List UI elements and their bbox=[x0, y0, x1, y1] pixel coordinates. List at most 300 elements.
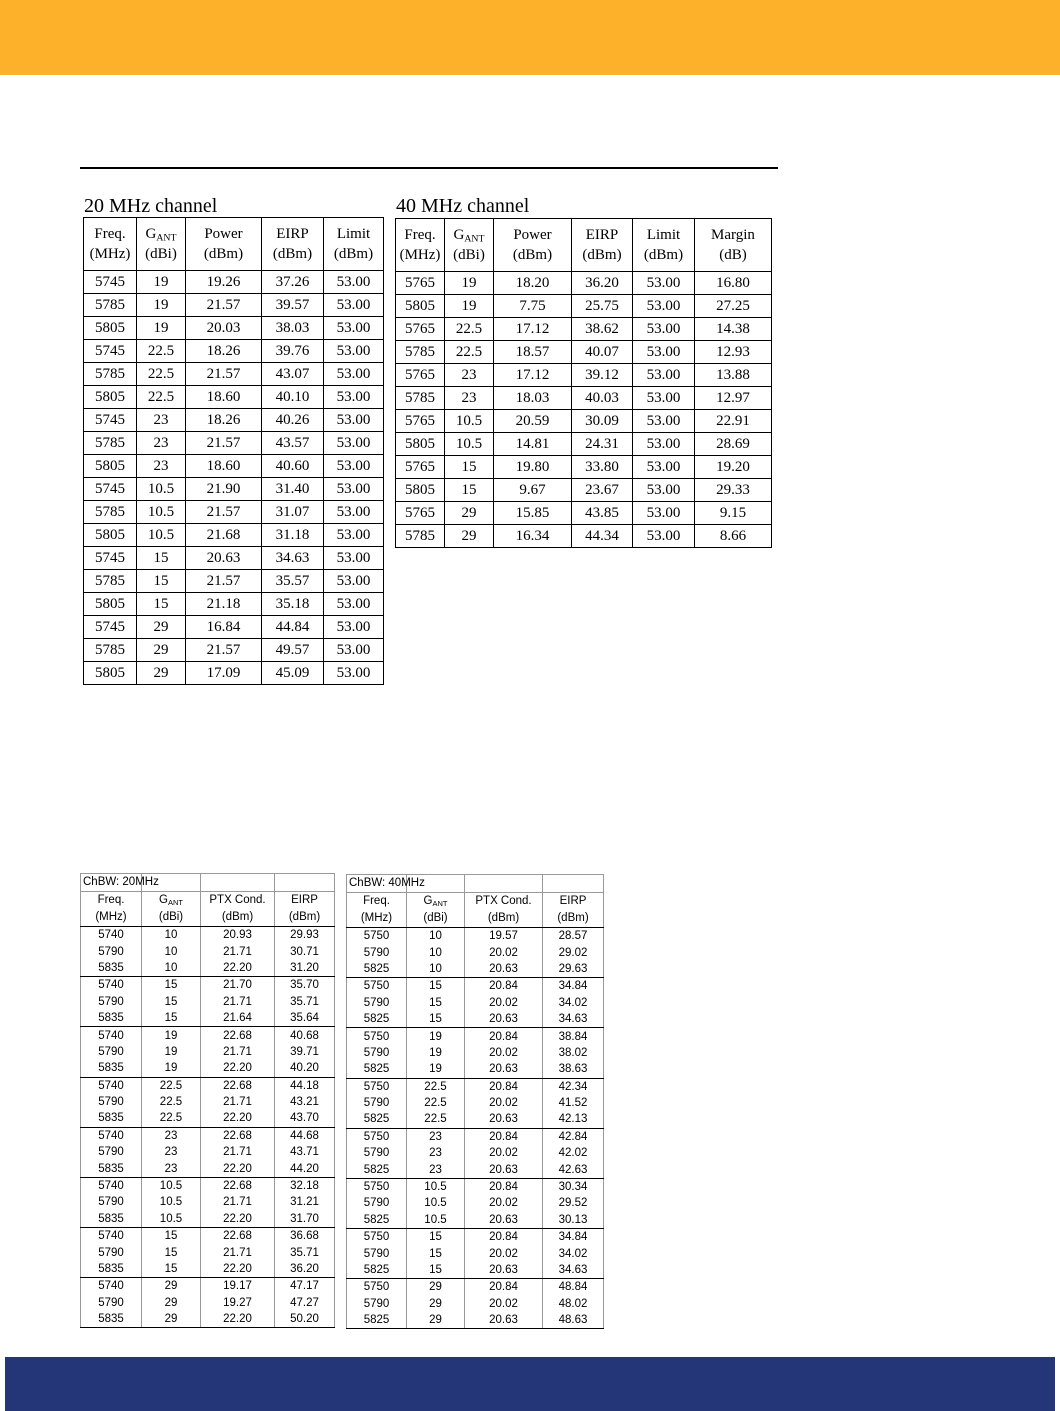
table-cell: 5740 bbox=[81, 1177, 142, 1194]
table-cell: 42.02 bbox=[543, 1145, 604, 1161]
table-cell: 5750 bbox=[347, 1178, 407, 1195]
table-row bbox=[84, 501, 384, 524]
table-cell: 43.70 bbox=[275, 1110, 335, 1127]
table-cell: 5790 bbox=[347, 1296, 407, 1312]
table-caption-40mhz: 40 MHz channel bbox=[396, 195, 530, 217]
table-cell: 10 bbox=[407, 928, 465, 945]
table-cell: 44.84 bbox=[262, 616, 324, 639]
table-cell: 50.20 bbox=[275, 1311, 335, 1328]
table-cell: 29 bbox=[407, 1279, 465, 1296]
table-row bbox=[84, 478, 384, 501]
table-cell: 21.70 bbox=[201, 977, 275, 994]
table-cell: 29 bbox=[445, 525, 494, 548]
table-cell: 35.71 bbox=[275, 1244, 335, 1260]
table-cell: 5765 bbox=[396, 364, 445, 387]
table-cell: 25.75 bbox=[572, 295, 633, 318]
table-row bbox=[81, 1010, 335, 1027]
column-header-line2: (dB) bbox=[719, 247, 747, 263]
table-cell: 5790 bbox=[81, 1044, 142, 1060]
table-cell: 20.02 bbox=[465, 1296, 543, 1312]
table-cell: 43.71 bbox=[275, 1144, 335, 1160]
table-cell: 15 bbox=[137, 547, 186, 570]
table-cell: 22.5 bbox=[137, 363, 186, 386]
table-cell: 20.84 bbox=[465, 1279, 543, 1296]
table-row bbox=[347, 1095, 604, 1111]
table-cell: 17.09 bbox=[186, 662, 262, 685]
table-cell: 53.00 bbox=[324, 524, 384, 547]
table-cell: 5790 bbox=[81, 1295, 142, 1311]
table-cell: 53.00 bbox=[633, 341, 695, 364]
table-cell: 19 bbox=[407, 1061, 465, 1078]
table-cell: 5790 bbox=[347, 1145, 407, 1161]
table-cell: 20.02 bbox=[465, 995, 543, 1011]
table-cell: 8.66 bbox=[695, 525, 772, 548]
table-row bbox=[81, 1211, 335, 1228]
table-cell: 22.91 bbox=[695, 410, 772, 433]
table-cell: 24.31 bbox=[572, 433, 633, 456]
table-cell: 22.5 bbox=[142, 1094, 201, 1110]
table-cell: 20.02 bbox=[465, 1045, 543, 1061]
table-cell: 34.63 bbox=[543, 1262, 604, 1279]
table-row bbox=[347, 1028, 604, 1045]
table-cell: 36.68 bbox=[275, 1228, 335, 1245]
table-cell: 29 bbox=[142, 1278, 201, 1295]
table-row bbox=[81, 960, 335, 977]
table-cell: 23 bbox=[142, 1127, 201, 1144]
table-cell: 34.84 bbox=[543, 1229, 604, 1246]
column-header-subscript: ANT bbox=[464, 233, 485, 245]
column-header-line2: (MHz) bbox=[89, 246, 131, 262]
column-header-text: Freq. bbox=[363, 895, 390, 907]
table-cell: 42.13 bbox=[543, 1111, 604, 1128]
table-cell: 21.71 bbox=[201, 1144, 275, 1160]
column-header-line1: Limit bbox=[646, 227, 681, 243]
table-row bbox=[81, 1311, 335, 1328]
table-cell: 15.85 bbox=[494, 502, 572, 525]
table-row bbox=[81, 1160, 335, 1177]
table-cell: 39.57 bbox=[262, 294, 324, 317]
table-cell: 43.85 bbox=[572, 502, 633, 525]
table-cell: 5750 bbox=[347, 1279, 407, 1296]
table-cell: 5790 bbox=[347, 944, 407, 960]
table-cell: 44.34 bbox=[572, 525, 633, 548]
table-cell: 53.00 bbox=[633, 479, 695, 502]
table-cell: 5750 bbox=[347, 1028, 407, 1045]
table-cell: 30.13 bbox=[543, 1212, 604, 1229]
table-cell: 53.00 bbox=[324, 639, 384, 662]
table-cell: 5825 bbox=[347, 1212, 407, 1229]
table-row bbox=[396, 272, 772, 295]
table-row bbox=[347, 1195, 604, 1211]
table-row bbox=[81, 1044, 335, 1060]
table-cell: 5785 bbox=[84, 501, 137, 524]
table-cell: 5790 bbox=[347, 1195, 407, 1211]
table-cell: 38.62 bbox=[572, 318, 633, 341]
table-cell: 5750 bbox=[347, 928, 407, 945]
table-cell: 31.07 bbox=[262, 501, 324, 524]
table-cell: 10.5 bbox=[137, 478, 186, 501]
table-row bbox=[81, 943, 335, 959]
table-row bbox=[81, 1194, 335, 1210]
table-cell: 9.67 bbox=[494, 479, 572, 502]
table-row bbox=[396, 525, 772, 548]
table-row bbox=[396, 341, 772, 364]
table-row bbox=[347, 1145, 604, 1161]
table-row bbox=[347, 961, 604, 978]
table-cell: 5825 bbox=[347, 1061, 407, 1078]
table-cell: 5785 bbox=[84, 294, 137, 317]
table-cell: 5740 bbox=[81, 1278, 142, 1295]
table-cell: 21.71 bbox=[201, 943, 275, 959]
table-cell: 29 bbox=[137, 662, 186, 685]
column-header-line2: (dBm) bbox=[275, 909, 335, 927]
column-header-line1 bbox=[465, 893, 543, 911]
table-cell: 53.00 bbox=[324, 363, 384, 386]
table-40mhz-channel bbox=[395, 218, 772, 548]
table-cell: 53.00 bbox=[324, 409, 384, 432]
table-cell: 20.03 bbox=[186, 317, 262, 340]
table-cell: 53.00 bbox=[324, 570, 384, 593]
column-header-line2: (dBi) bbox=[142, 909, 201, 927]
table-cell: 5745 bbox=[84, 409, 137, 432]
column-header bbox=[324, 218, 384, 271]
table-cell: 5805 bbox=[84, 455, 137, 478]
table-cell: 10.5 bbox=[445, 410, 494, 433]
table-row bbox=[81, 1110, 335, 1127]
table-cell: 18.20 bbox=[494, 272, 572, 295]
table-cell: 29 bbox=[137, 616, 186, 639]
column-header-line2: (dBm) bbox=[643, 247, 684, 263]
table-cell: 30.09 bbox=[572, 410, 633, 433]
table-cell: 5740 bbox=[81, 977, 142, 994]
table-cell: 14.81 bbox=[494, 433, 572, 456]
table-cell: 15 bbox=[407, 1245, 465, 1261]
table-cell: 5790 bbox=[81, 1194, 142, 1210]
table-cell: 5790 bbox=[347, 1245, 407, 1261]
table-cell: 27.25 bbox=[695, 295, 772, 318]
table-cell: 15 bbox=[445, 456, 494, 479]
top-color-band bbox=[0, 0, 1060, 75]
table-cell: 49.57 bbox=[262, 639, 324, 662]
table-cell: 23 bbox=[137, 409, 186, 432]
table-cell: 14.38 bbox=[695, 318, 772, 341]
table-cell: 40.03 bbox=[572, 387, 633, 410]
table-cell: 44.18 bbox=[275, 1077, 335, 1094]
column-header-subscript: ANT bbox=[168, 897, 183, 907]
table-cell: 30.71 bbox=[275, 943, 335, 959]
table-cell: 47.17 bbox=[275, 1278, 335, 1295]
table-cell: 53.00 bbox=[324, 616, 384, 639]
table-cell: 21.57 bbox=[186, 639, 262, 662]
table-cell: 5765 bbox=[396, 272, 445, 295]
table-cell: 5790 bbox=[81, 943, 142, 959]
table-cell: 21.71 bbox=[201, 994, 275, 1010]
column-header-line2: (MHz) bbox=[347, 910, 407, 928]
table-row bbox=[347, 1061, 604, 1078]
table-row bbox=[347, 1212, 604, 1229]
table-cell: 5805 bbox=[396, 295, 445, 318]
column-header-line1 bbox=[407, 893, 465, 911]
column-header-line1: EIRP bbox=[585, 227, 619, 243]
table-cell: 22.68 bbox=[201, 1127, 275, 1144]
column-header-text: EIRP bbox=[291, 894, 318, 906]
column-header bbox=[186, 218, 262, 271]
table-cell: 15 bbox=[137, 593, 186, 616]
table-cell: 5785 bbox=[84, 432, 137, 455]
table-cell: 5750 bbox=[347, 1128, 407, 1145]
column-header-line2: (dBi) bbox=[145, 246, 177, 262]
table-cell: 5740 bbox=[81, 1228, 142, 1245]
column-header-line2: (dBm) bbox=[333, 246, 374, 262]
table-cell: 20.63 bbox=[465, 1312, 543, 1329]
table-cell: 53.00 bbox=[324, 386, 384, 409]
table-cell: 7.75 bbox=[494, 295, 572, 318]
table-cell: 42.84 bbox=[543, 1128, 604, 1145]
column-header-line2: (dBm) bbox=[543, 910, 604, 928]
table-cell: 21.57 bbox=[186, 294, 262, 317]
table-cell: 19.17 bbox=[201, 1278, 275, 1295]
table-cell: 35.18 bbox=[262, 593, 324, 616]
table-cell: 5805 bbox=[396, 433, 445, 456]
column-header-line2: (dBm) bbox=[582, 247, 622, 263]
table-cell: 38.84 bbox=[543, 1028, 604, 1045]
table-cell: 18.26 bbox=[186, 409, 262, 432]
table-cell: 5765 bbox=[396, 456, 445, 479]
table-cell: 5745 bbox=[84, 547, 137, 570]
table-row bbox=[396, 364, 772, 387]
table-row bbox=[347, 1229, 604, 1246]
column-header-line1: Freq. bbox=[94, 226, 126, 242]
table-cell: 19 bbox=[142, 1060, 201, 1077]
table-cell: 15 bbox=[445, 479, 494, 502]
table-cell: 22.68 bbox=[201, 1077, 275, 1094]
table-row bbox=[84, 639, 384, 662]
table-row bbox=[84, 317, 384, 340]
table-cell: 22.5 bbox=[445, 318, 494, 341]
table-cell: 41.52 bbox=[543, 1095, 604, 1111]
table-cell: 5750 bbox=[347, 1229, 407, 1246]
column-header-line1 bbox=[543, 893, 604, 911]
table-row bbox=[81, 1278, 335, 1295]
table-cell: 53.00 bbox=[324, 478, 384, 501]
table-cell: 29.93 bbox=[275, 927, 335, 944]
table-row bbox=[81, 1144, 335, 1160]
table-cell: 12.97 bbox=[695, 387, 772, 410]
table-cell: 20.02 bbox=[465, 944, 543, 960]
table-cell: 5750 bbox=[347, 978, 407, 995]
table-cell: 53.00 bbox=[324, 593, 384, 616]
column-header-line2: (dBm) bbox=[201, 909, 275, 927]
table-cell: 29.52 bbox=[543, 1195, 604, 1211]
table-cell: 10 bbox=[142, 960, 201, 977]
table-cell: 5835 bbox=[81, 1010, 142, 1027]
column-header-text: EIRP bbox=[559, 895, 587, 907]
column-header-line2: (dBm) bbox=[203, 246, 244, 262]
table-chbw-40mhz bbox=[346, 874, 604, 1329]
table-cell: 10 bbox=[407, 961, 465, 978]
table-cell: 5825 bbox=[347, 1262, 407, 1279]
table-cell: 42.34 bbox=[543, 1078, 604, 1095]
table-cell: 5790 bbox=[81, 1094, 142, 1110]
table-cell: 5790 bbox=[347, 1045, 407, 1061]
table-row bbox=[347, 1262, 604, 1279]
table-row bbox=[81, 1094, 335, 1110]
table-cell: 29.02 bbox=[543, 944, 604, 960]
table-row bbox=[84, 593, 384, 616]
table-cell: 44.68 bbox=[275, 1127, 335, 1144]
table-cell: 16.34 bbox=[494, 525, 572, 548]
table-cell: 5835 bbox=[81, 1261, 142, 1278]
column-header-line2: (MHz) bbox=[399, 247, 441, 263]
table-row bbox=[347, 1312, 604, 1329]
table-row bbox=[396, 410, 772, 433]
table-row bbox=[84, 409, 384, 432]
table-row bbox=[347, 995, 604, 1011]
table-cell: 22.20 bbox=[201, 1211, 275, 1228]
table-cell: 34.63 bbox=[543, 1011, 604, 1028]
table-cell: 10.5 bbox=[407, 1195, 465, 1211]
table-row bbox=[84, 363, 384, 386]
table-cell: 38.02 bbox=[543, 1045, 604, 1061]
table-cell: 33.80 bbox=[572, 456, 633, 479]
column-header-text: PTX Cond. bbox=[475, 895, 532, 907]
table-cell: 21.68 bbox=[186, 524, 262, 547]
column-header bbox=[572, 219, 633, 272]
table-cell: 18.26 bbox=[186, 340, 262, 363]
table-cell: 19 bbox=[407, 1028, 465, 1045]
table-cell: 19.80 bbox=[494, 456, 572, 479]
table-cell: 12.93 bbox=[695, 341, 772, 364]
table-cell: 15 bbox=[142, 994, 201, 1010]
table-cell: 21.57 bbox=[186, 432, 262, 455]
table-row bbox=[81, 1228, 335, 1245]
table-cell: 40.68 bbox=[275, 1027, 335, 1044]
horizontal-rule bbox=[80, 167, 778, 169]
table-cell: 31.21 bbox=[275, 1194, 335, 1210]
table-cell: 5805 bbox=[84, 524, 137, 547]
table-cell: 15 bbox=[142, 1228, 201, 1245]
table-row bbox=[81, 1027, 335, 1044]
table-cell: 29 bbox=[407, 1296, 465, 1312]
table-row bbox=[347, 1011, 604, 1028]
table-cell: 53.00 bbox=[633, 525, 695, 548]
table-cell: 31.40 bbox=[262, 478, 324, 501]
table-cell: 15 bbox=[142, 1010, 201, 1027]
table-row bbox=[347, 978, 604, 995]
table-cell: 5740 bbox=[81, 1027, 142, 1044]
table-cell: 19 bbox=[137, 317, 186, 340]
table-cell: 53.00 bbox=[633, 295, 695, 318]
table-cell: 53.00 bbox=[633, 387, 695, 410]
table-cell: 19 bbox=[137, 271, 186, 294]
table-row bbox=[396, 456, 772, 479]
table-cell: 37.26 bbox=[262, 271, 324, 294]
table-cell: 5790 bbox=[81, 1144, 142, 1160]
table-cell: 40.10 bbox=[262, 386, 324, 409]
table-cell: 31.18 bbox=[262, 524, 324, 547]
column-header-line1 bbox=[142, 892, 201, 910]
table-cell: 5835 bbox=[81, 1160, 142, 1177]
table-cell: 29 bbox=[407, 1312, 465, 1329]
column-header-line1 bbox=[201, 892, 275, 910]
column-header-line1 bbox=[347, 893, 407, 911]
table-cell: 34.02 bbox=[543, 1245, 604, 1261]
table-cell: 20.84 bbox=[465, 1078, 543, 1095]
table-row bbox=[81, 1177, 335, 1194]
table-cell: 38.63 bbox=[543, 1061, 604, 1078]
column-header-line1: Power bbox=[513, 227, 552, 243]
table-cell: 53.00 bbox=[633, 318, 695, 341]
column-header-line2: (MHz) bbox=[81, 909, 142, 927]
table-row bbox=[347, 1245, 604, 1261]
column-header-line1: G bbox=[453, 227, 465, 243]
column-header bbox=[262, 218, 324, 271]
column-header-line2: (dBm) bbox=[272, 246, 313, 262]
table-cell: 5740 bbox=[81, 927, 142, 944]
table-cell: 53.00 bbox=[633, 272, 695, 295]
table-cell: 53.00 bbox=[324, 455, 384, 478]
table-cell: 18.03 bbox=[494, 387, 572, 410]
table-row bbox=[84, 271, 384, 294]
table-cell: 53.00 bbox=[633, 433, 695, 456]
table-cell: 47.27 bbox=[275, 1295, 335, 1311]
table-cell: 20.84 bbox=[465, 1028, 543, 1045]
table-cell: 5805 bbox=[396, 479, 445, 502]
table-cell: 20.63 bbox=[465, 961, 543, 978]
table-cell: 22.5 bbox=[407, 1111, 465, 1128]
table-cell: 10.5 bbox=[407, 1212, 465, 1229]
table-cell: 5805 bbox=[84, 593, 137, 616]
table-cell: 5835 bbox=[81, 1110, 142, 1127]
table-cell: 15 bbox=[142, 977, 201, 994]
table-cell: 23 bbox=[142, 1160, 201, 1177]
table-cell: 22.20 bbox=[201, 1261, 275, 1278]
table-row bbox=[84, 662, 384, 685]
table-cell: 53.00 bbox=[324, 547, 384, 570]
table-cell: 5805 bbox=[84, 662, 137, 685]
table-caption-chbw-20: ChBW: 20MHz bbox=[81, 874, 142, 892]
column-header bbox=[633, 219, 695, 272]
table-cell: 20.02 bbox=[465, 1245, 543, 1261]
table-cell: 19 bbox=[445, 295, 494, 318]
table-cell: 17.12 bbox=[494, 318, 572, 341]
column-header bbox=[695, 219, 772, 272]
table-row bbox=[84, 294, 384, 317]
table-row bbox=[81, 994, 335, 1010]
table-cell: 5765 bbox=[396, 410, 445, 433]
table-row bbox=[347, 1279, 604, 1296]
column-header bbox=[84, 218, 137, 271]
column-header-line1 bbox=[81, 892, 142, 910]
table-cell: 19 bbox=[407, 1045, 465, 1061]
column-header bbox=[494, 219, 572, 272]
table-cell: 35.64 bbox=[275, 1010, 335, 1027]
table-cell: 10 bbox=[407, 944, 465, 960]
table-cell: 21.57 bbox=[186, 570, 262, 593]
table-cell: 34.02 bbox=[543, 995, 604, 1011]
table-cell: 30.34 bbox=[543, 1178, 604, 1195]
table-cell: 21.18 bbox=[186, 593, 262, 616]
table-cell: 5740 bbox=[81, 1077, 142, 1094]
table-row bbox=[81, 1060, 335, 1077]
table-cell: 35.57 bbox=[262, 570, 324, 593]
table-cell: 40.07 bbox=[572, 341, 633, 364]
table-cell: 21.71 bbox=[201, 1194, 275, 1210]
table-cell: 15 bbox=[407, 995, 465, 1011]
table-row bbox=[347, 928, 604, 945]
table-cell: 29 bbox=[142, 1311, 201, 1328]
table-cell: 18.60 bbox=[186, 386, 262, 409]
